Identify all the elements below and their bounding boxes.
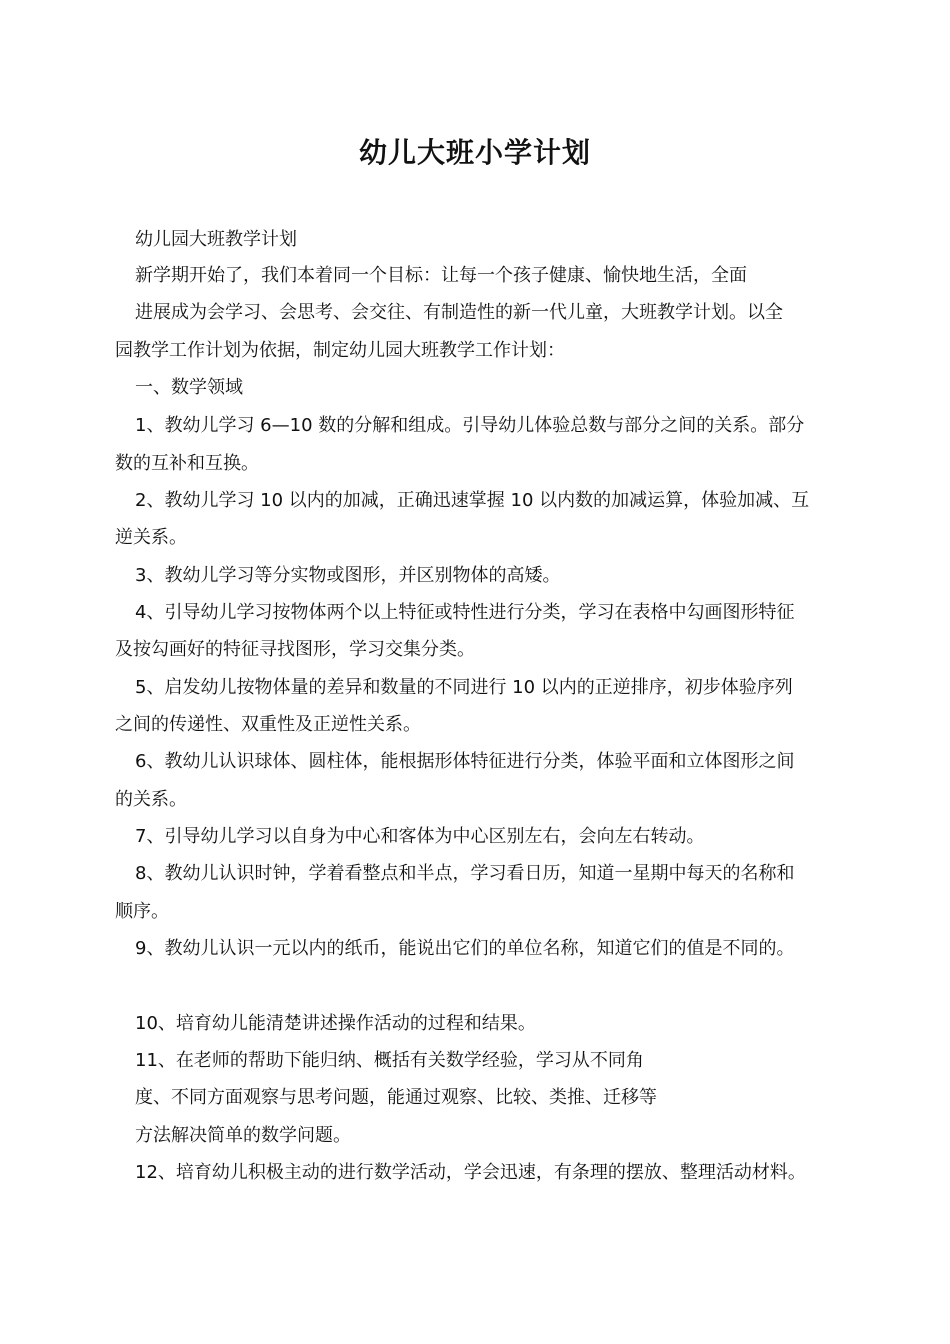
list-item-line: 6、教幼儿认识球体、圆柱体，能根据形体特征进行分类，体验平面和立体图形之间 <box>135 751 795 772</box>
list-item-line: 度、不同方面观察与思考问题，能通过观察、比较、类推、迁移等 <box>135 1087 657 1108</box>
paragraph-line: 新学期开始了，我们本着同一个目标：让每一个孩子健康、愉快地生活，全面 <box>135 265 747 286</box>
section-heading: 一、数学领域 <box>135 377 243 398</box>
paragraph-line: 园教学工作计划为依据，制定幼儿园大班教学工作计划： <box>115 340 565 361</box>
list-item-line: 10、培育幼儿能清楚讲述操作活动的过程和结果。 <box>135 1013 536 1034</box>
list-item-line: 11、在老师的帮助下能归纳、概括有关数学经验，学习从不同角 <box>135 1050 644 1071</box>
subtitle-line: 幼儿园大班教学计划 <box>135 229 297 250</box>
list-item-line: 数的互补和互换。 <box>115 453 259 474</box>
page-title: 幼儿大班小学计划 <box>358 136 591 169</box>
list-item-line: 的关系。 <box>115 789 187 810</box>
list-item-line: 5、启发幼儿按物体量的差异和数量的不同进行 10 以内的正逆排序，初步体验序列 <box>135 677 793 698</box>
list-item-line: 1、教幼儿学习 6—10 数的分解和组成。引导幼儿体验总数与部分之间的关系。部分 <box>135 415 805 436</box>
list-item-line: 顺序。 <box>115 901 169 922</box>
list-item-line: 8、教幼儿认识时钟，学着看整点和半点，学习看日历，知道一星期中每天的名称和 <box>135 863 795 884</box>
list-item-line: 方法解决简单的数学问题。 <box>135 1125 351 1146</box>
list-item-line: 9、教幼儿认识一元以内的纸币，能说出它们的单位名称，知道它们的值是不同的。 <box>135 938 795 959</box>
list-item-line: 及按勾画好的特征寻找图形，学习交集分类。 <box>115 639 475 660</box>
paragraph-line: 进展成为会学习、会思考、会交往、有制造性的新一代儿童，大班教学计划。以全 <box>135 302 783 323</box>
list-item-line: 3、教幼儿学习等分实物或图形，并区别物体的高矮。 <box>135 565 561 586</box>
list-item-line: 4、引导幼儿学习按物体两个以上特征或特性进行分类，学习在表格中勾画图形特征 <box>135 602 795 623</box>
list-item-line: 之间的传递性、双重性及正逆性关系。 <box>115 714 421 735</box>
list-item-line: 逆关系。 <box>115 527 187 548</box>
list-item-line: 7、引导幼儿学习以自身为中心和客体为中心区别左右，会向左右转动。 <box>135 826 705 847</box>
list-item-line: 12、培育幼儿积极主动的进行数学活动，学会迅速，有条理的摆放、整理活动材料。 <box>135 1162 806 1183</box>
list-item-line: 2、教幼儿学习 10 以内的加减，正确迅速掌握 10 以内数的加减运算，体验加减、互 <box>135 490 810 511</box>
